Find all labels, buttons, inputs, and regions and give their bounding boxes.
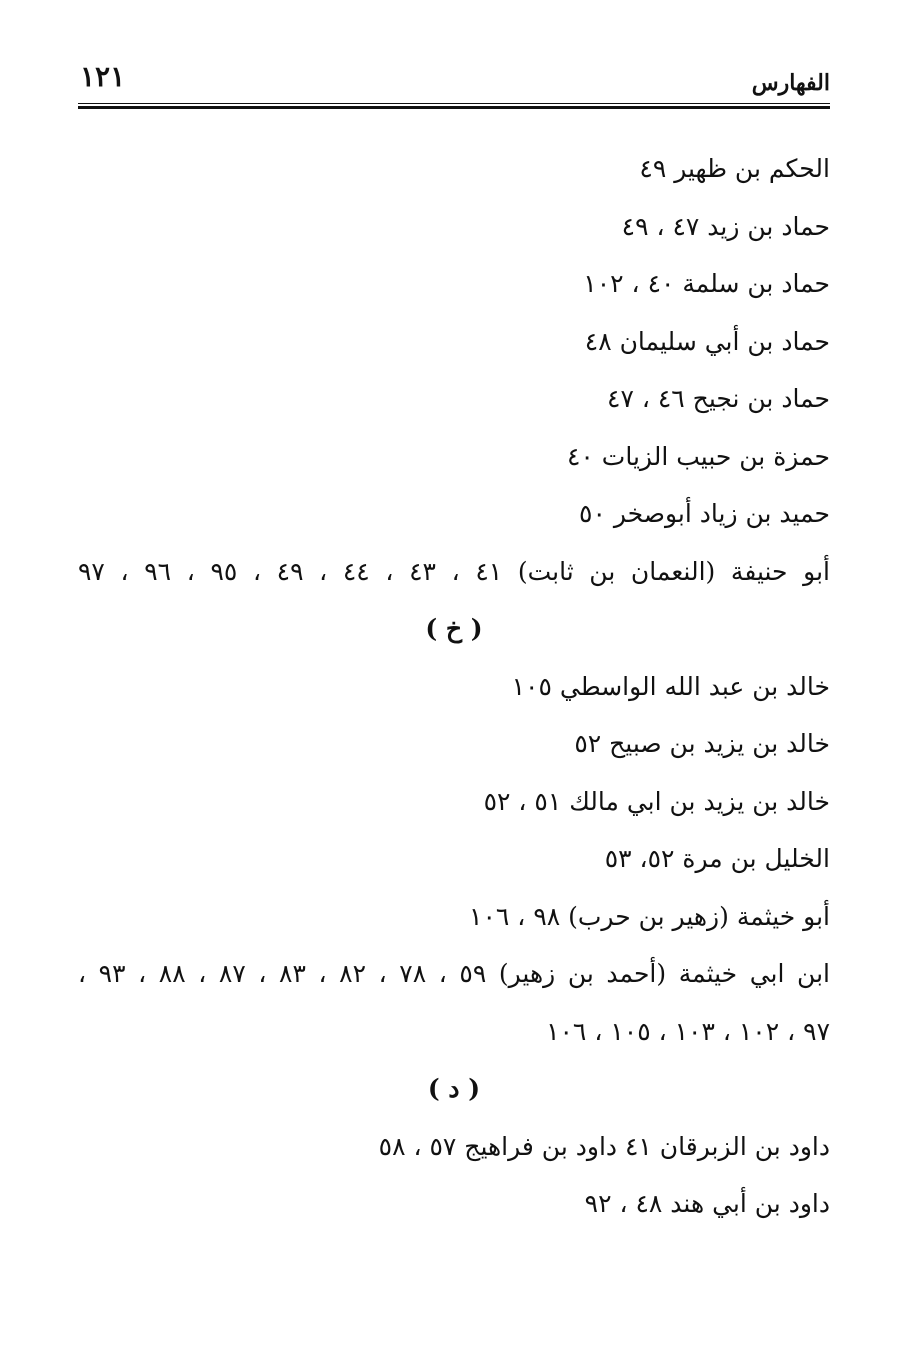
index-entry: أبو حنيفة (النعمان بن ثابت) ٤١ ، ٤٣ ، ٤٤ ، ٤٩ ، ٩٥ ، ٩٦ ، ٩٧ bbox=[78, 556, 830, 586]
letter-heading: ( خ ) bbox=[425, 614, 483, 643]
index-entry: خالد بن عبد الله الواسطي ١٠٥ bbox=[511, 671, 830, 701]
index-entry-continuation: ٩٧ ، ١٠٢ ، ١٠٣ ، ١٠٥ ، ١٠٦ bbox=[546, 1016, 830, 1046]
section-title: الفهارس bbox=[751, 70, 830, 96]
index-entry: حماد بن أبي سليمان ٤٨ bbox=[584, 326, 830, 356]
index-entry: حماد بن نجيح ٤٦ ، ٤٧ bbox=[607, 384, 830, 413]
index-entry: أبو خيثمة (زهير بن حرب) ٩٨ ، ١٠٦ bbox=[469, 901, 830, 931]
index-entry: الخليل بن مرة ٥٢، ٥٣ bbox=[604, 844, 830, 873]
index-entry: خالد بن يزيد بن ابي مالك ٥١ ، ٥٢ bbox=[483, 786, 830, 816]
index-entry: خالد بن يزيد بن صبيح ٥٢ bbox=[574, 729, 830, 758]
index-entry: حماد بن سلمة ٤٠ ، ١٠٢ bbox=[583, 269, 830, 298]
index-entry: داود بن أبي هند ٤٨ ، ٩٢ bbox=[584, 1189, 830, 1218]
index-entry: الحكم بن ظهير ٤٩ bbox=[639, 154, 830, 183]
index-entries bbox=[78, 140, 830, 1233]
index-entry: داود بن الزبرقان ٤١ داود بن فراهيج ٥٧ ، ٥٨ bbox=[378, 1131, 830, 1161]
page-header bbox=[78, 56, 830, 100]
index-entry: ابن ابي خيثمة (أحمد بن زهير) ٥٩ ، ٧٨ ، ٨٢ ، ٨٣ ، ٨٧ ، ٨٨ ، ٩٣ ، bbox=[78, 959, 830, 988]
index-entry: حمزة بن حبيب الزيات ٤٠ bbox=[567, 441, 830, 471]
header-rule-thin bbox=[78, 108, 830, 109]
page-number: ١٢١ bbox=[80, 60, 126, 93]
letter-heading: ( د ) bbox=[427, 1074, 481, 1103]
index-entry: حماد بن زيد ٤٧ ، ٤٩ bbox=[621, 211, 830, 241]
index-entry: حميد بن زياد أبوصخر ٥٠ bbox=[579, 499, 830, 528]
